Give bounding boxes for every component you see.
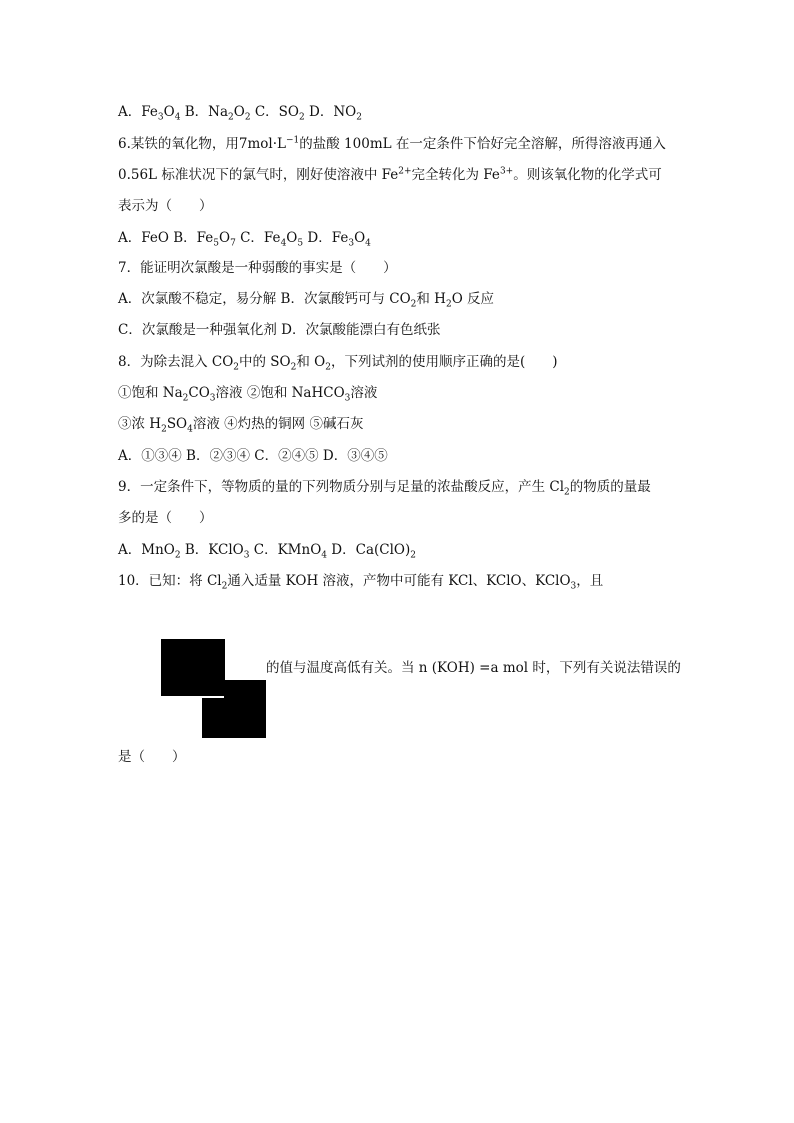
formula-subscript: 3: [209, 393, 216, 404]
formula-subscript: 5: [213, 238, 219, 249]
formula-subscript: 2: [244, 112, 251, 123]
text-run: SO: [166, 416, 188, 432]
text-run: B．Na: [180, 104, 228, 120]
formula-subscript: 2: [445, 299, 452, 310]
formula-subscript: 2: [325, 362, 331, 373]
text-line: [118, 320, 440, 340]
text-run: B．KClO: [180, 542, 244, 558]
text-line: [118, 508, 213, 528]
formula-subscript: 2: [221, 581, 228, 592]
text-line: [118, 383, 377, 403]
formula-subscript: 2: [174, 550, 181, 561]
formula-subscript: 4: [280, 238, 287, 249]
formula-subscript: 2: [290, 362, 297, 373]
formula-subscript: 2: [228, 112, 234, 123]
text-run: 通入适量 KOH 溶液，产物中可能有 KCl、KClO、KClO: [227, 573, 571, 589]
formula-subscript: 4: [187, 424, 193, 435]
text-line: [118, 228, 371, 248]
formula-subscript: 3: [344, 393, 351, 404]
text-line: [118, 477, 651, 497]
text-line: [118, 352, 558, 372]
formula-subscript: 7: [230, 238, 236, 249]
text-run: D．NO: [304, 104, 357, 120]
redacted-formula-block: [224, 680, 266, 738]
text-run: 表示为（ ）: [118, 198, 213, 214]
formula-subscript: 2: [564, 487, 570, 498]
text-run: 8．为除去混入 CO: [118, 354, 234, 370]
text-run: 和 O: [296, 354, 326, 370]
formula-subscript: 3: [243, 550, 250, 561]
formula-supscript: −1: [285, 135, 300, 146]
text-run: A．FeO B．Fe: [118, 230, 214, 246]
text-run: C．Fe: [235, 230, 281, 246]
text-line: [118, 258, 397, 278]
text-line: [118, 540, 416, 560]
text-run: 多的是（ ）: [118, 510, 213, 526]
formula-subscript: 4: [174, 112, 181, 123]
question-10-stem-end: [118, 747, 186, 767]
formula-subscript: 2: [161, 424, 167, 435]
text-run: 9．一定条件下，等物质的量的下列物质分别与足量的浓盐酸反应，产生 Cl: [118, 479, 565, 495]
redacted-formula-block: [161, 639, 225, 696]
text-run: D．Fe: [303, 230, 349, 246]
text-run: ①饱和 Na: [118, 385, 183, 401]
formula-subscript: 2: [182, 393, 189, 404]
text-run: A．MnO: [118, 542, 175, 558]
text-run: 。则该氧化物的化学式可: [513, 167, 662, 183]
text-run: 溶液 ④灼热的铜网 ⑤碱石灰: [192, 416, 364, 432]
text-run: ，且: [576, 573, 604, 589]
redacted-formula-block: [202, 698, 224, 738]
text-line: [118, 196, 213, 216]
text-run: O: [233, 104, 245, 120]
formula-subscript: 2: [298, 112, 305, 123]
question-10-text: 是（ ）: [118, 749, 186, 765]
text-run: O 反应: [451, 291, 495, 307]
text-run: 7．能证明次氯酸是一种弱酸的事实是（ ）: [118, 260, 397, 276]
text-line: [118, 134, 666, 154]
text-run: 的盐酸 100mL 在一定条件下恰好完全溶解，所得溶液再通入: [299, 136, 666, 152]
text-run: ③浓 H: [118, 416, 162, 432]
text-run: C．SO: [250, 104, 299, 120]
text-run: D．Ca(ClO): [327, 542, 411, 558]
formula-subscript: 3: [570, 581, 577, 592]
text-run: A．次氯酸不稳定，易分解 B．次氯酸钙可与 CO: [118, 291, 411, 307]
text-run: O: [219, 230, 231, 246]
text-run: O: [286, 230, 298, 246]
text-run: CO: [188, 385, 210, 401]
formula-supscript: 2+: [398, 166, 412, 177]
text-run: A．①③④ B．②③④ C．②④⑤ D．③④⑤: [118, 448, 388, 464]
text-run: O: [354, 230, 366, 246]
text-line: [118, 102, 362, 122]
text-run: 完全转化为 Fe: [411, 167, 500, 183]
formula-subscript: 2: [410, 550, 416, 561]
text-line: [118, 571, 603, 591]
text-run: 和 H: [416, 291, 446, 307]
text-run: 6.某铁的氧化物，用7mol·L: [118, 136, 286, 152]
text-run: O: [163, 104, 175, 120]
question-10-text: 的值与温度高低有关。当 n (KOH) =a mol 时，下列有关说法错误的: [266, 660, 681, 676]
formula-subscript: 4: [365, 238, 371, 249]
text-run: 0.56L 标准状况下的氯气时，刚好使溶液中 Fe: [118, 167, 399, 183]
formula-subscript: 4: [321, 550, 327, 561]
text-run: C．KMnO: [249, 542, 322, 558]
text-run: 中的 SO: [239, 354, 291, 370]
formula-supscript: 3+: [499, 166, 514, 177]
text-line: [118, 165, 662, 185]
text-run: 溶液: [350, 385, 378, 401]
text-run: 溶液 ②饱和 NaHCO: [215, 385, 345, 401]
formula-subscript: 2: [356, 112, 362, 123]
question-10-continuation: [266, 658, 681, 678]
text-line: [118, 446, 388, 466]
text-line: [118, 414, 363, 434]
text-run: A．Fe: [118, 104, 158, 120]
formula-subscript: 2: [410, 299, 417, 310]
formula-subscript: 3: [348, 238, 355, 249]
text-run: ，下列试剂的使用顺序正确的是( ): [330, 354, 558, 370]
text-line: [118, 289, 494, 309]
formula-subscript: 3: [157, 112, 164, 123]
text-run: 的物质的量最: [569, 479, 651, 495]
text-run: C．次氯酸是一种强氧化剂 D．次氯酸能漂白有色纸张: [118, 322, 441, 338]
text-run: 10．已知：将 Cl: [118, 573, 222, 589]
formula-subscript: 5: [297, 238, 304, 249]
formula-subscript: 2: [233, 362, 240, 373]
